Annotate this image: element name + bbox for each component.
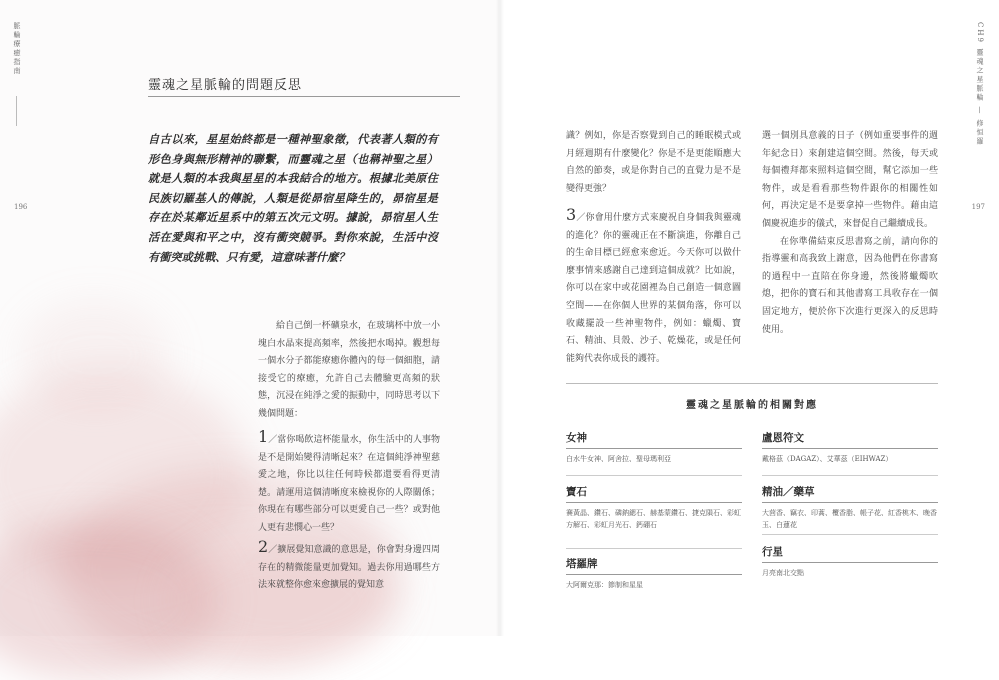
cell-heading: 行星	[762, 544, 938, 563]
body-paragraph: 識？例如，你是否察覺到自己的睡眠模式或月經週期有什麼變化？你是不是更能順應大自然的節奏，或是你對自己的直覺力是不是變得更強？	[566, 131, 741, 194]
cell-text: 月亮南北交點	[762, 569, 804, 577]
question-number: 2	[258, 537, 269, 556]
question-text: ／當你喝飲這杯能量水，你生活中的人事物是不是開始變得清晰起來？在這個純淨神聖慈愛之地，你比以往任何時候都還要看得更清楚。請運用這個清晰度來檢視你的人際關係；你現在有哪些部分可以更愛自己一些？或對他人更有悲憫心一些？	[258, 435, 440, 533]
book-gutter	[496, 0, 504, 636]
page-number-right: 197	[971, 203, 985, 211]
cell-divider	[566, 548, 742, 549]
question-number: 1	[258, 427, 269, 446]
cell-text: 戴格茲（DAGAZ）、艾華茲（EIHWAZ）	[762, 455, 893, 463]
question-text: ／擴展覺知意識的意思是，你會對身邊四周存在的精微能量更加覺知。過去你用過哪些方法來就整你愈來愈擴展的覺知意	[258, 545, 440, 591]
table-cell-goddess	[566, 430, 742, 465]
question-2	[258, 537, 440, 595]
table-cell-planet	[762, 544, 938, 579]
table-cell-oils-herbs	[762, 484, 938, 531]
left-page	[0, 0, 499, 636]
page-number-left: 196	[14, 203, 28, 211]
question-3	[566, 205, 741, 368]
cell-heading: 寶石	[566, 484, 742, 503]
cell-divider	[762, 534, 938, 535]
correspondence-table-title: 靈魂之星脈輪的相關對應	[686, 400, 818, 411]
section-title: 靈魂之星脈輪的問題反思	[148, 78, 303, 93]
right-column	[762, 128, 938, 339]
cell-text: 大茴香、竊衣、印蒿、欖香脂、帳子花、紅香桃木、晚香玉、白蓮花	[762, 509, 937, 529]
cell-heading: 盧恩符文	[762, 430, 938, 449]
table-cell-runes	[762, 430, 938, 465]
cell-heading: 女神	[566, 430, 742, 449]
cell-divider	[566, 475, 742, 476]
cell-text: 賽黃晶、鑽石、磷鈉鍶石、赫基蒙鑽石、捷克隕石、彩虹方解石、彩虹月光石、鈣硼石	[566, 509, 741, 529]
running-head-divider	[16, 96, 17, 126]
body-paragraph: 選一個別具意義的日子（例如重要事件的週年紀念日）來創建這個空間。然後，每天或每個禮拜都來照料這個空間，幫它添加一些物件，或是看看那些物件跟你的相關性如何，再決定是不是要拿掉一些物件。藉由這個慶祝進步的儀式，來督促自己繼續成長。	[762, 131, 938, 229]
table-top-rule	[566, 383, 938, 384]
title-divider	[148, 96, 460, 97]
question-number: 3	[566, 205, 577, 224]
cell-text: 大阿爾克那：節制和星星	[566, 581, 643, 589]
running-head-left: 脈輪療癒指南	[13, 22, 21, 76]
question-1	[258, 427, 440, 538]
body-paragraph: 在你準備結束反思書寫之前，請向你的指導靈和高我致上謝意，因為他們在你書寫的過程中一直陪在你身邊，然後將蠟燭吹熄，把你的寶石和其他書寫工具收存在一個固定地方，便於你下次進行更深入的反思時使用。	[762, 236, 938, 335]
question-text: ／你會用什麼方式來慶祝自身個我與靈魂的進化？你的靈魂正在不斷演進，你離自己的生命目標已經愈來愈近。今天你可以做什麼事情來感謝自己達到這個成就？比如說，你可以在家中或花園裡為自己創造一個意圖空間——在你個人世界的某個角落，你可以收藏擺設一些神聖物件，例如：蠟燭、寶石、精油、貝殼、沙子、乾燥花，或是任何能夠代表你成長的護符。	[566, 213, 741, 364]
lead-paragraph: 自古以來，星星始終都是一種神聖象徵，代表著人類的有形色身與無形精神的聯繫，而靈魂之星（也稱神聖之星）就是人類的本我與星星的本我結合的地方。根據北美原住民族切羅基人的傳說，人類是從昴宿星降生的，昴宿星是存在於某鄰近星系中的第五次元文明。據說，昴宿星人生活在愛與和平之中，沒有衝突競爭。對你來說，生活中沒有衝突或挑戰、只有愛，這意味著什麼？	[148, 132, 438, 264]
cell-heading: 塔羅牌	[566, 556, 742, 575]
cell-divider	[762, 475, 938, 476]
cell-heading: 精油／藥草	[762, 484, 938, 503]
table-cell-gemstones	[566, 484, 742, 531]
body-paragraph: 給自己倒一杯礦泉水，在玻璃杯中放一小塊白水晶來提高頻率，然後把水喝掉。觀想每一個水分子都能療癒你體內的每一個細胞，請接受它的療癒，允許自己去體驗更高頻的狀態，沉浸在純淨之愛的振動中，同時思考以下幾個問題：	[258, 321, 440, 419]
table-cell-tarot	[566, 556, 742, 591]
running-head-right: CH9 靈魂之星脈輪 — 修恒羅	[976, 22, 984, 147]
cell-text: 白水牛女神、阿舍拉、聖母瑪利亞	[566, 455, 671, 463]
